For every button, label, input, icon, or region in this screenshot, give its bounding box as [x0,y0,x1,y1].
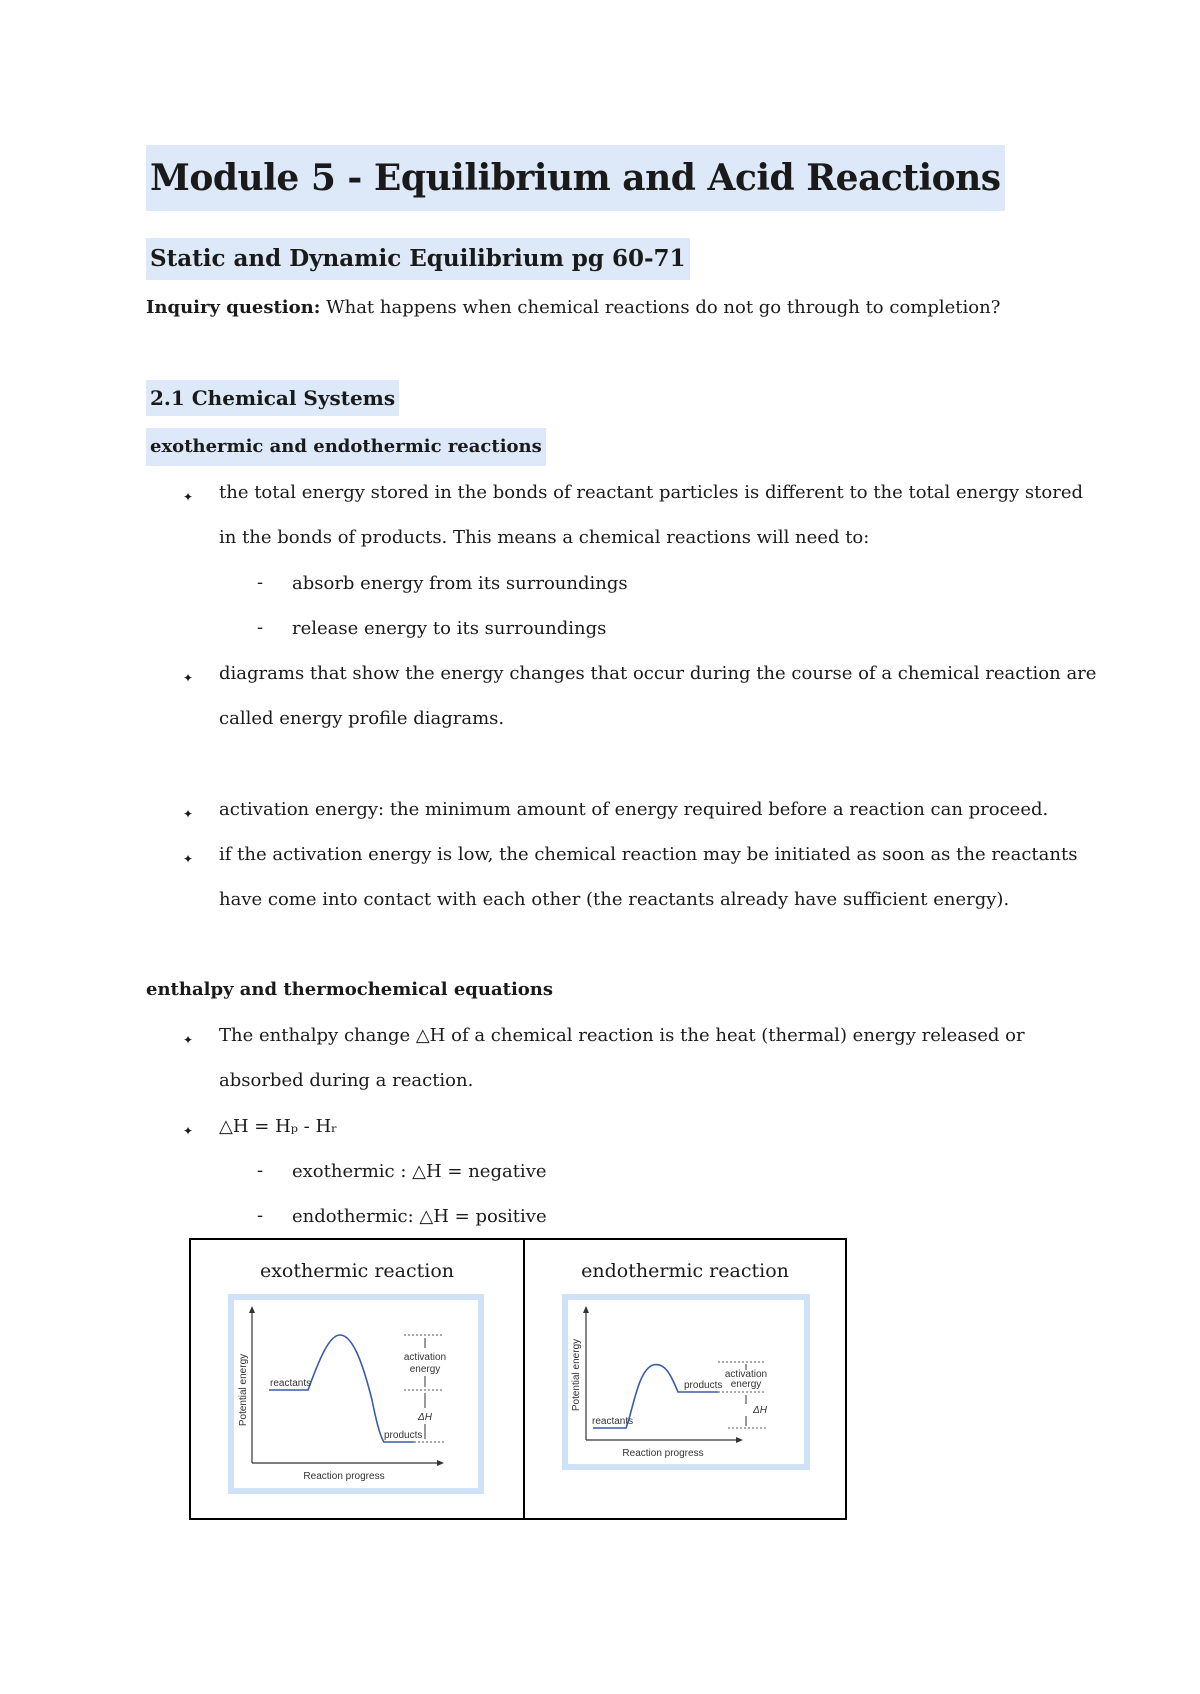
reactants-label: reactants [592,1416,634,1427]
section-heading: Static and Dynamic Equilibrium pg 60-71 [146,238,690,280]
products-label: products [684,1380,723,1391]
dash-icon: - [257,617,264,638]
sub-bullet-text: exothermic : △H = negative [292,1161,547,1182]
enthalpy-formula: △H = Hₚ - Hᵣ [219,1116,338,1137]
y-axis-arrow [249,1306,255,1313]
dash-icon: - [257,1160,264,1181]
x-axis-arrow [736,1437,743,1443]
bullet-icon: ✦ [183,1124,194,1138]
inquiry-text: What happens when chemical reactions do not go through to completion? [326,297,1001,318]
exo-heading: exothermic reaction [259,1260,455,1282]
bullet-text: The enthalpy change △H of a chemical reaction is the heat (thermal) energy released or [219,1025,1025,1046]
dh-label: ΔH [418,1412,432,1423]
bullet-text: diagrams that show the energy changes that occur during the course of a chemical reaction are [219,663,1097,684]
exo-energy-diagram [228,1294,484,1494]
y-axis-arrow [583,1306,589,1313]
bullet-icon: ✦ [183,1033,194,1047]
x-axis-label: Reaction progress [622,1448,704,1459]
bullet-text: activation energy: the minimum amount of energy required before a reaction can proceed. [219,799,1049,820]
inquiry-label: Inquiry question: [146,297,321,318]
bullet-icon: ✦ [183,490,194,504]
activation-label: energy [409,1364,441,1375]
sub-bullet-text: absorb energy from its surroundings [292,573,628,594]
bullet-text-cont: absorbed during a reaction. [219,1070,474,1091]
bullet-icon: ✦ [183,852,194,866]
products-label: products [384,1430,423,1441]
dash-icon: - [257,1205,264,1226]
y-axis-label: Potential energy [238,1353,249,1427]
reactants-label: reactants [270,1378,312,1389]
sub-bullet-text: endothermic: △H = positive [292,1206,547,1227]
dash-icon: - [257,572,264,593]
x-axis-arrow [437,1460,444,1466]
x-axis-label: Reaction progress [303,1471,385,1482]
exo-energy-plot [234,1300,478,1488]
endo-heading: endothermic reaction [581,1260,789,1282]
sub-bullet-text: release energy to its surroundings [292,618,607,639]
endo-energy-diagram [562,1294,810,1470]
inquiry-question [146,296,1000,320]
bullet-text-cont: in the bonds of products. This means a chemical reactions will need to: [219,527,870,548]
topic-heading-enthalpy: enthalpy and thermochemical equations [146,979,554,1000]
bullet-text-cont: called energy profile diagrams. [219,708,505,729]
page-title: Module 5 - Equilibrium and Acid Reactions [146,145,1005,211]
y-axis-label: Potential energy [571,1338,582,1412]
bullet-text: the total energy stored in the bonds of reactant particles is different to the total energy stored [219,482,1083,503]
activation-label: activation [403,1352,447,1363]
bullet-icon: ✦ [183,671,194,685]
bullet-text-cont: have come into contact with each other (the reactants already have sufficient energy). [219,889,1010,910]
endo-energy-plot [568,1300,804,1464]
dh-label: ΔH [753,1405,767,1416]
activation-label: activation [724,1369,768,1380]
activation-label: energy [730,1379,762,1390]
bullet-text: if the activation energy is low, the chemical reaction may be initiated as soon as the reactants [219,844,1078,865]
bullet-icon: ✦ [183,807,194,821]
topic-heading-exo-endo: exothermic and endothermic reactions [146,428,546,466]
subsection-heading: 2.1 Chemical Systems [146,380,399,416]
